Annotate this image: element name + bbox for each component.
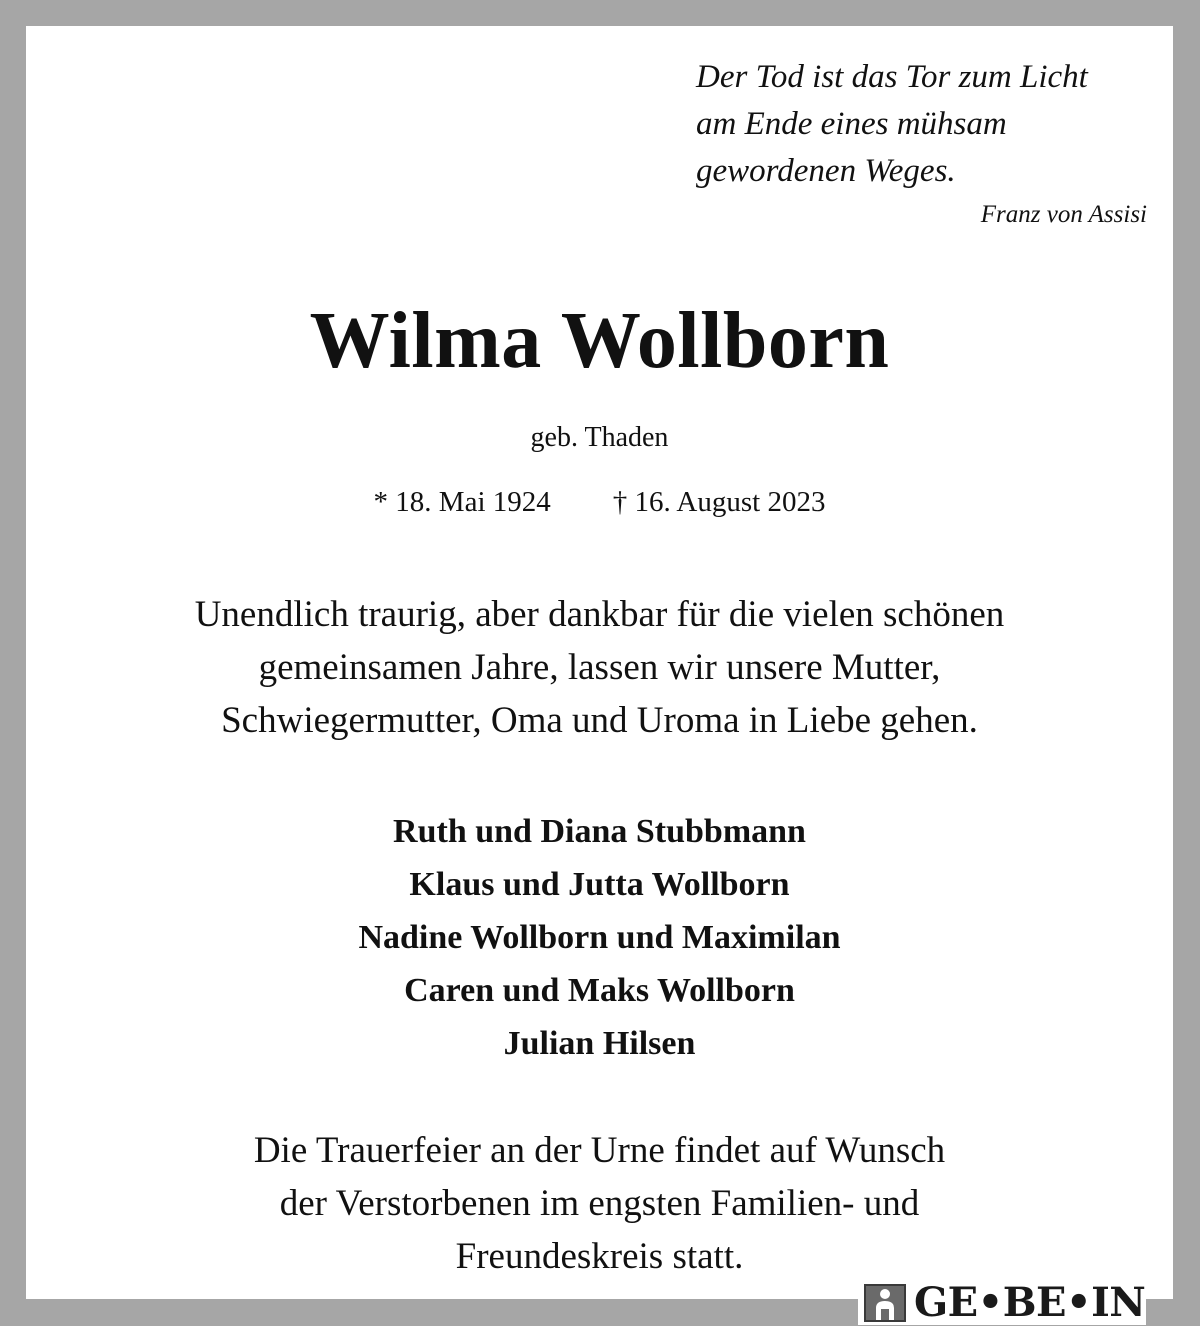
- family-member: Nadine Wollborn und Maximilan: [358, 919, 841, 956]
- funeral-line: der Verstorbenen im engsten Familien- und: [279, 1183, 920, 1224]
- family-member: Julian Hilsen: [503, 1025, 696, 1062]
- deceased-name: Wilma Wollborn: [309, 297, 890, 385]
- family-member: Caren und Maks Wollborn: [404, 972, 795, 1009]
- funeral-line: Freundeskreis statt.: [455, 1236, 744, 1277]
- message-line: Unendlich traurig, aber dankbar für die vielen schönen: [194, 594, 1005, 635]
- quote-line: Der Tod ist das Tor zum Licht: [696, 59, 1088, 95]
- gebein-logo: [858, 1280, 1146, 1325]
- birth-name: geb. Thaden: [530, 422, 669, 453]
- mourning-message: [26, 588, 1173, 747]
- family-member: Klaus und Jutta Wollborn: [409, 866, 790, 903]
- logo-text: GE•BE•IN: [914, 1279, 1146, 1326]
- quote-line: gewordenen Weges.: [696, 153, 956, 189]
- quote-line: am Ende eines mühsam: [696, 106, 1007, 142]
- message-line: Schwiegermutter, Oma und Uroma in Liebe gehen.: [221, 700, 978, 741]
- quote: [696, 54, 1146, 195]
- life-dates: [26, 480, 1173, 524]
- gebein-logo-icon: [864, 1284, 906, 1322]
- message-line: gemeinsamen Jahre, lassen wir unsere Mutter,: [258, 647, 941, 688]
- funeral-line: Die Trauerfeier an der Urne findet auf Wunsch: [253, 1130, 946, 1171]
- family-member: Ruth und Diana Stubbmann: [393, 813, 806, 850]
- quote-author: Franz von Assisi: [980, 201, 1147, 228]
- funeral-notice: [26, 1124, 1173, 1283]
- birth-date: * 18. Mai 1924: [373, 486, 551, 518]
- death-date: † 16. August 2023: [612, 486, 826, 518]
- family-list: [26, 805, 1173, 1070]
- obituary-card: [26, 26, 1173, 1299]
